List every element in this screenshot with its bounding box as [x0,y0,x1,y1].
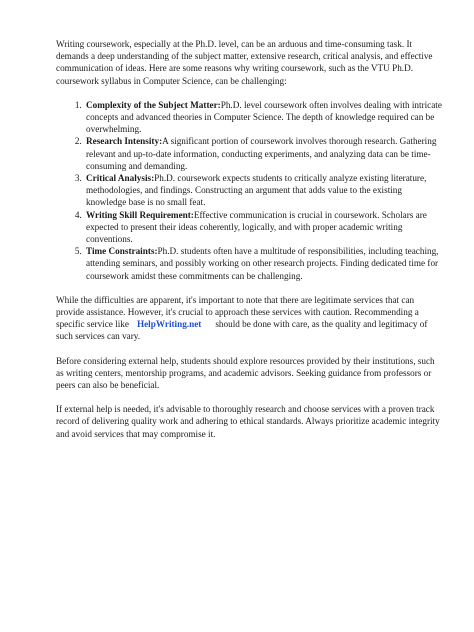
list-item-text: Ph.D. students often have a multitude of responsibilities, including teaching, attending seminars, and possibly working on other research projects. Finding dedicated time for coursework amidst these commitments can be challenging. [86,246,439,281]
list-item-text: Ph.D. coursework expects students to critically analyze existing literature, methodologies, and findings. Constructing an argument that adds value to the existing knowledge base is no small feat. [86,173,427,208]
document-body [56,38,442,452]
advice-paragraph: If external help is needed, it's advisable to thoroughly research and choose services with a proven track record of delivering quality work and adhering to ethical standards. Always prioritize academic integrity and avoid services that may compromise it. [56,404,440,439]
services-text-before: While the difficulties are apparent, it's important to note that there are legitimate services that can provide assistance. However, it's crucial to approach these services with caution. Recommending a specific service like [56,294,419,330]
services-text-after: should be done with care, as the quality and legitimacy of such services can vary. [56,319,428,342]
services-paragraph [56,294,442,343]
list-item-term: Writing Skill Requirement: [86,209,194,220]
list-item-term: Research Intensity: [86,136,163,147]
list-item-text: A significant portion of coursework involves thorough research. Gathering relevant and up-to-date information, conducting experiments, and analyzing data can be time-consuming and demanding. [86,136,437,171]
list-item-term: Time Constraints: [86,246,158,257]
list-item-term: Critical Analysis: [86,173,155,184]
list-item-text: Ph.D. level coursework often involves dealing with intricate concepts and advanced theories in Computer Science. The depth of knowledge required can be overwhelming. [86,99,442,135]
resources-paragraph: Before considering external help, students should explore resources provided by their institutions, such as writing centers, mentorship programs, and academic advisors. Seeking guidance from professors or peers can also be beneficial. [56,355,435,391]
helpwriting-link[interactable]: HelpWriting.net [136,319,202,330]
list-item [84,209,442,246]
list-item-text: Effective communication is crucial in coursework. Scholars are expected to present their ideas coherently, logically, and with proper academic writing conventions. [86,209,427,245]
intro-paragraph: Writing coursework, especially at the Ph.D. level, can be an arduous and time-consuming task. It demands a deep understanding of the subject matter, extensive research, critical analysis, and effective communication of ideas. Here are some reasons why writing coursework, such as the VTU Ph.D. coursework syllabus in Computer Science, can be challenging: [56,39,433,86]
challenges-list [56,99,442,282]
list-item-term: Complexity of the Subject Matter: [86,99,221,110]
list-item [84,172,442,209]
list-item [84,99,442,136]
list-item [84,135,442,172]
list-item [84,245,442,282]
